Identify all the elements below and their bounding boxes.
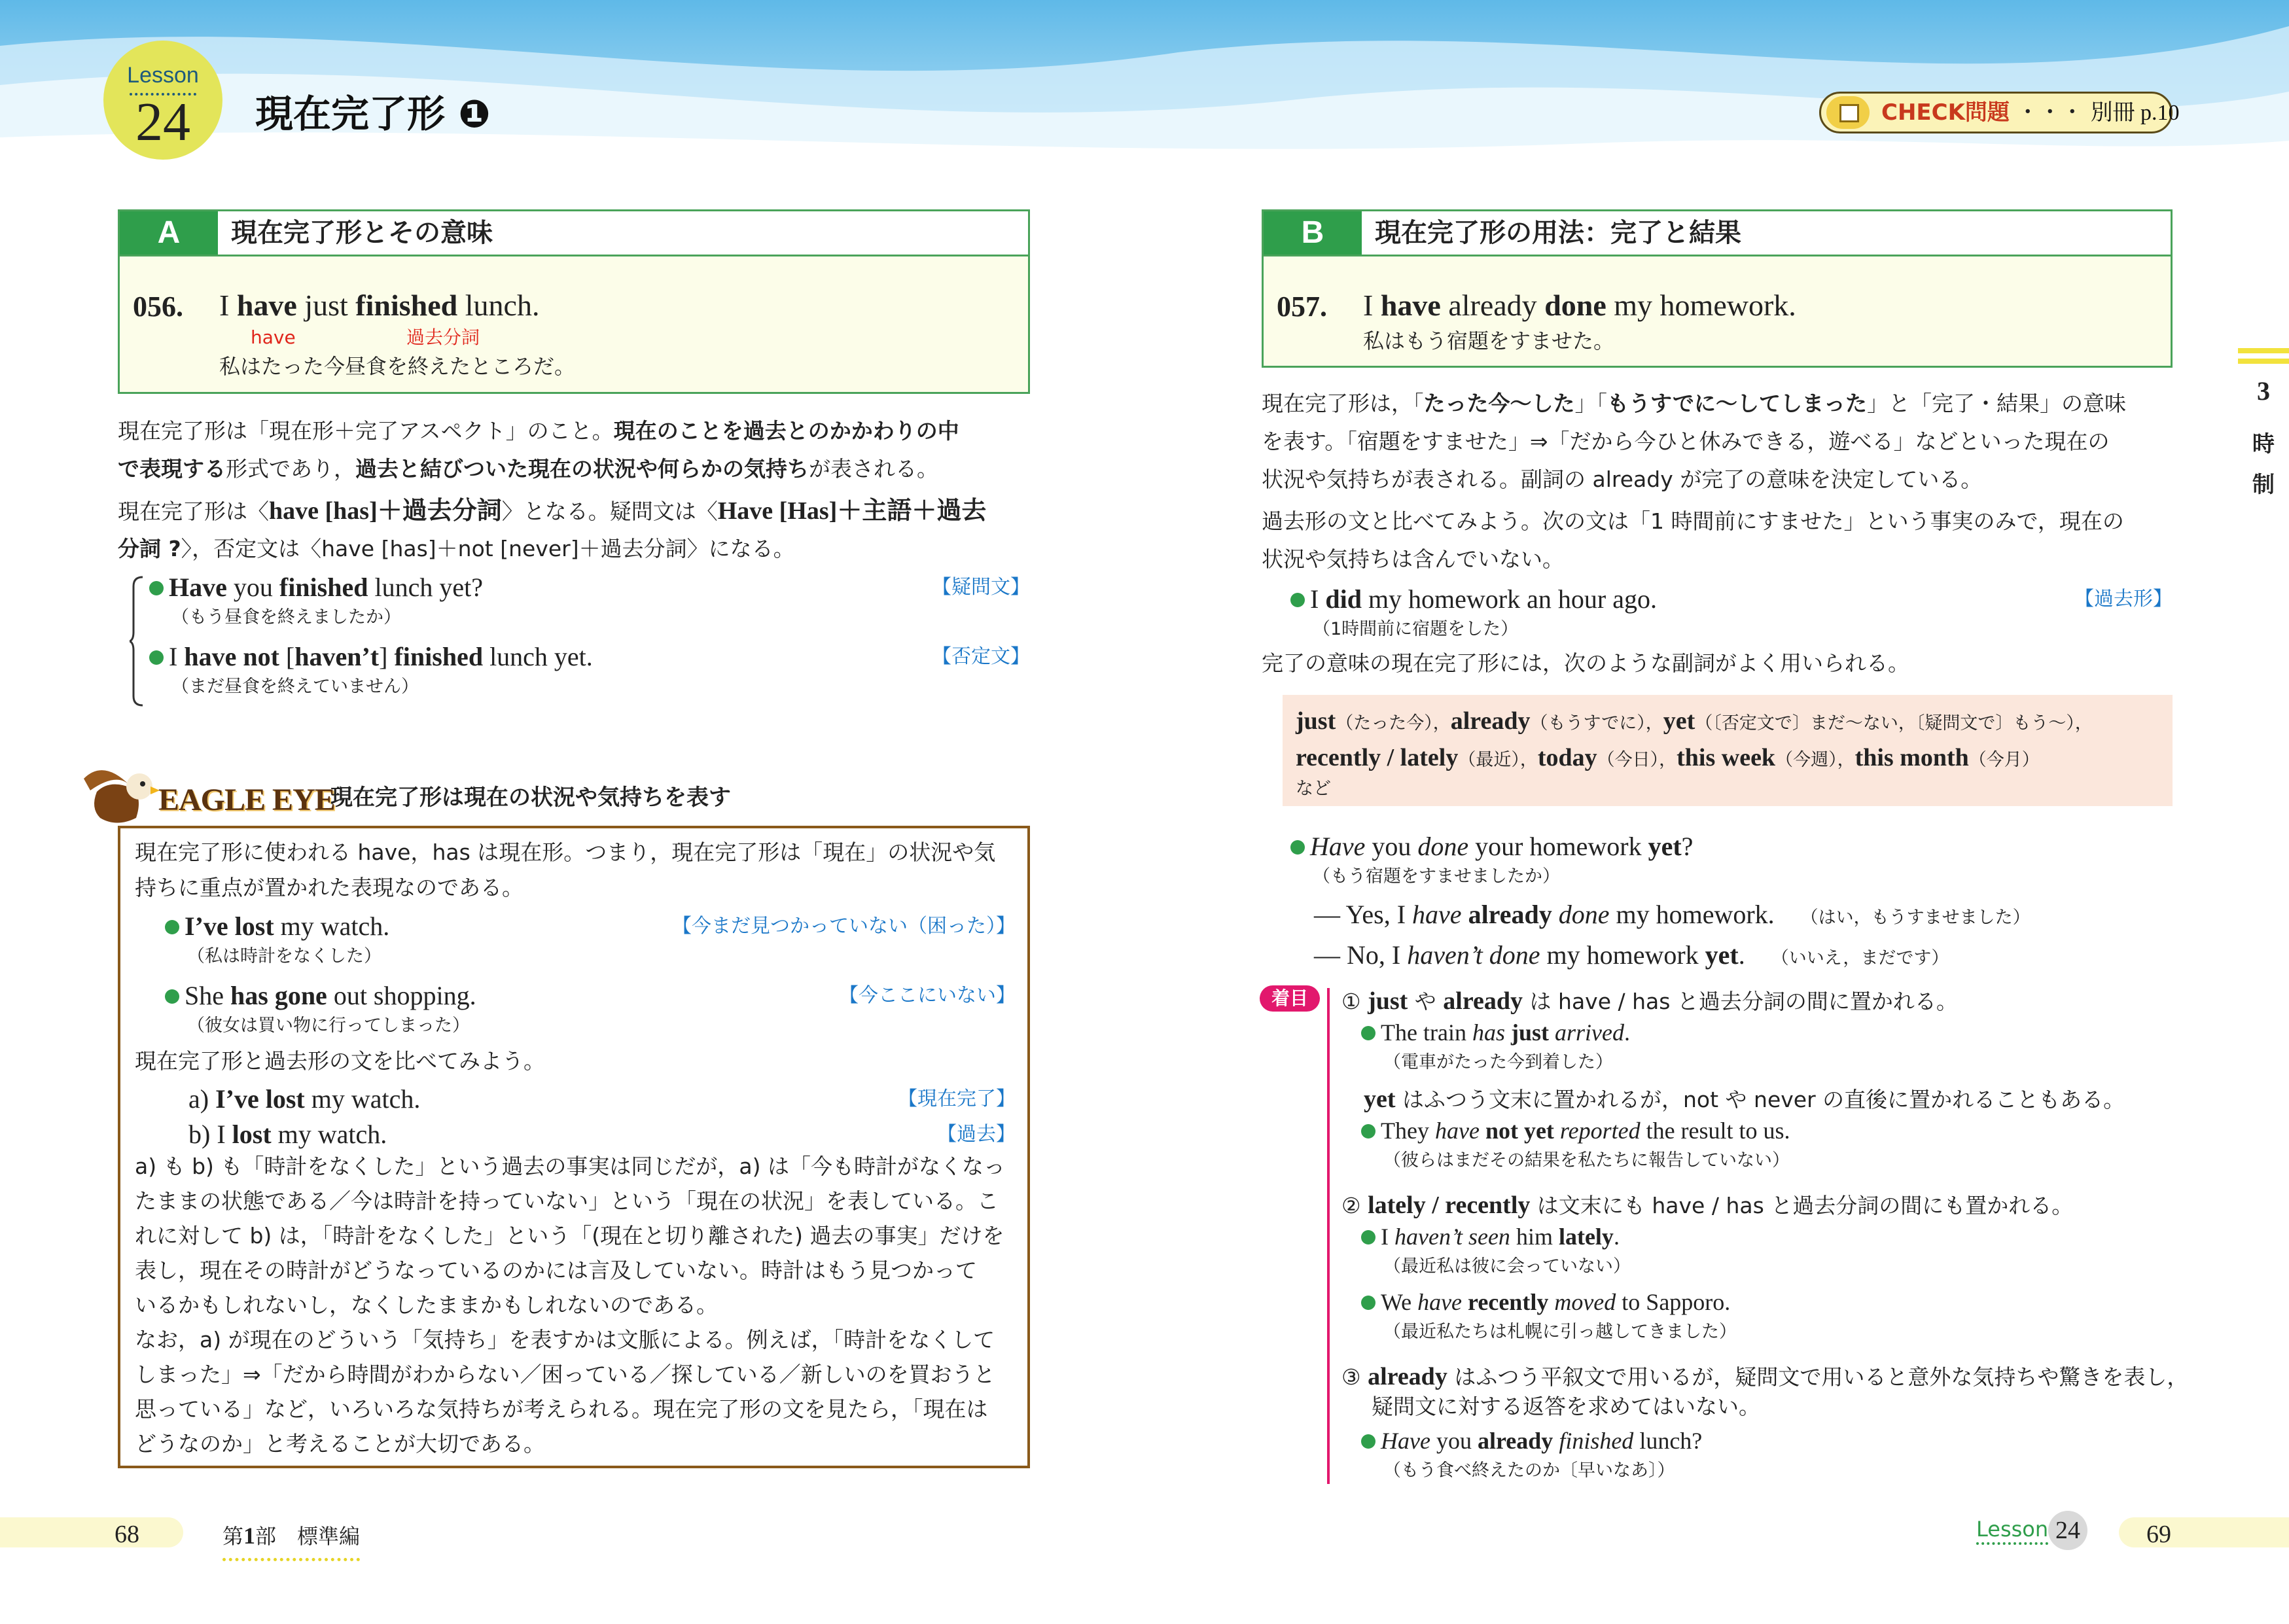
check-label: CHECK問題 xyxy=(1881,99,2010,126)
tag-negative: 【否定文】 xyxy=(932,645,1030,668)
bullet-dot xyxy=(165,920,179,934)
example-box-057 xyxy=(1262,256,2173,368)
example-box-056 xyxy=(118,256,1030,394)
tag-question: 【疑問文】 xyxy=(932,576,1030,599)
check-ref: 別冊 p.10 xyxy=(2090,101,2180,125)
tag-still-lost: 【今まだ見つかっていない（困った）】 xyxy=(672,915,1016,938)
paragraph-b3: 完了の意味の現在完了形には，次のような副詞がよく用いられる。 xyxy=(1262,650,1909,676)
eagle-eye-subtitle: 現在完了形は現在の状況や気持ちを表す xyxy=(330,785,731,811)
page-header xyxy=(0,0,2289,173)
section-a-header xyxy=(118,209,1030,256)
example-translation: 私はもう宿題をすませた。 xyxy=(1363,328,1615,353)
note-1: ① just や already は have / has と過去分詞の間に置かれる。 xyxy=(1341,987,1958,1015)
tag-not-here: 【今ここにいない】 xyxy=(839,984,1016,1007)
section-title: 現在完了形とその意味 xyxy=(231,218,493,248)
notebook-icon xyxy=(1826,96,1870,129)
tag-past: 【過去形】 xyxy=(2074,588,2173,610)
eagle-eye-box: 現在完了形に使われる have，has は現在形。つまり，現在完了形は「現在」の状況や気 持ちに重点が置かれた表現なのである。 I’ve lost my watch. （私は時計をなくした） 【今まだ見つかっていない（困った）】 She has gone out shopping. （彼女は買い物に行ってしまった） 【今ここにいない】 現在完了形と過去形の文を比べてみよう。 a) I’ve lost my watch. 【現在完了】 b) I lost my watch. 【過去】 a) も b) も「時計をなくした」という過去の事実は同じだが，a) は「今も時計がなくなっ たままの状態である／今は時計を持っていない」という「現在の状況」を表している。こ れに対して b) は，「時計をなくした」という「(現在と切り離された) 過去の事実」だけを 表し，現在その時計がどうなっているのかには言及していない。時計はもう見つかって いるかもしれないし，なくしたままかもしれないのである。 なお，a) が現在のどういう「気持ち」を表すかは文脈による。例えば，「時計をなくして しまった」⇒「だから時間がわからない／困っている／探している／新しいのを買おうと 思っている」など，いろいろな気持ちが考えられる。現在完了形の文を見たら，「現在は どうなのか」と考えることが大切である。 xyxy=(118,826,1030,1468)
note-rule xyxy=(1327,988,1330,1484)
lesson-badge xyxy=(103,41,222,160)
note-badge: 着目 xyxy=(1260,985,1320,1012)
left-footer xyxy=(0,1508,393,1561)
note-2: ② lately / recently は文末にも have / has と過去分詞の間にも置かれる。 xyxy=(1341,1192,2074,1219)
right-footer xyxy=(1950,1508,2289,1561)
section-b-header xyxy=(1262,209,2173,256)
check-problem-link[interactable] xyxy=(1819,92,2180,133)
bracket xyxy=(130,576,145,707)
bullet-dot xyxy=(1290,840,1305,855)
lesson-label: Lesson xyxy=(103,58,222,93)
bullet-dot xyxy=(1361,1124,1375,1139)
check-dots: ・・・ xyxy=(2016,99,2084,126)
eagle-compare: 現在完了形と過去形の文を比べてみよう。 xyxy=(135,1048,545,1074)
annotation-have: have xyxy=(251,327,296,348)
chapter-side-tab[interactable] xyxy=(2238,348,2289,518)
chapter-char-1: 時 xyxy=(2252,431,2275,457)
example-number: 056. xyxy=(133,291,183,323)
bullet-dot xyxy=(149,650,164,665)
bullet-dot xyxy=(1361,1026,1375,1040)
footer-lesson-number: 24 xyxy=(2048,1511,2087,1550)
example-sentence: I have just finished lunch. xyxy=(219,289,540,322)
note-1b: yet はふつう文末に置かれるが，not や never の直後に置かれることもある。 xyxy=(1364,1086,2125,1113)
note-3: ③ already はふつう平叙文で用いるが，疑問文で用いると意外な気持ちや驚きを表し， xyxy=(1341,1363,2189,1390)
eagle-eye-label: EAGLE EYE xyxy=(158,783,335,817)
bullet-dot xyxy=(1361,1434,1375,1449)
example-sentence: I have already done my homework. xyxy=(1363,289,1796,322)
footer-lesson-label: Lesson xyxy=(1976,1516,2048,1545)
bullet-dot xyxy=(165,989,179,1004)
eagle-icon xyxy=(77,759,162,831)
page-title: 現在完了形 ❶ xyxy=(255,92,491,136)
bullet-dot xyxy=(149,581,164,595)
chapter-char-2: 制 xyxy=(2252,472,2275,498)
example-translation: 私はたった今昼食を終えたところだ。 xyxy=(219,354,576,379)
chapter-number: 3 xyxy=(2257,376,2270,406)
bullet-dot xyxy=(1361,1230,1375,1244)
section-title: 現在完了形の用法：完了と結果 xyxy=(1375,218,1741,248)
bullet-dot xyxy=(1361,1296,1375,1310)
bullet-dot xyxy=(1290,593,1305,607)
part-label: 第1部 標準編 xyxy=(222,1517,360,1561)
note-3-cont: 疑問文に対する返答を求めてはいない。 xyxy=(1372,1394,1760,1419)
page-number-left: 68 xyxy=(115,1521,139,1548)
section-letter: A xyxy=(120,211,218,255)
lesson-number: 24 xyxy=(135,92,190,152)
example-number: 057. xyxy=(1277,291,1327,323)
adverb-list-box: just（たった今），already（もうすでに），yet（〔否定文で〕まだ〜ない，〔疑問文で〕もう〜）， recently / lately（最近），today（今日），this week（今週），this month（今月） など xyxy=(1283,695,2173,806)
page-number-right: 69 xyxy=(2146,1521,2171,1548)
annotation-past-participle: 過去分詞 xyxy=(406,327,480,348)
section-letter: B xyxy=(1264,211,1362,255)
